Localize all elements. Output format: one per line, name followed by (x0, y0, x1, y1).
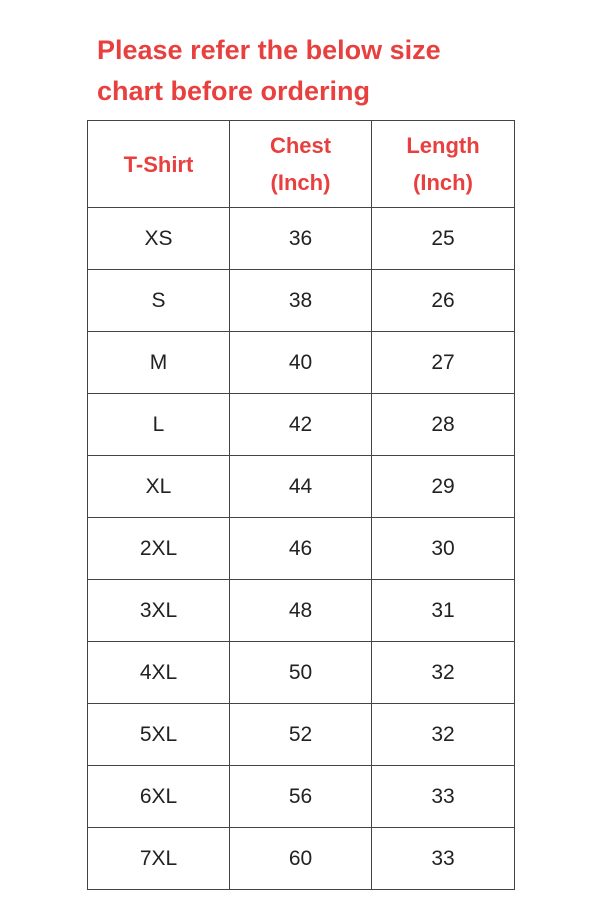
cell-size: M (88, 332, 230, 394)
cell-chest: 42 (230, 394, 372, 456)
cell-size: L (88, 394, 230, 456)
cell-length: 31 (372, 580, 515, 642)
cell-size: S (88, 270, 230, 332)
title-line-1: Please refer the below size (97, 35, 441, 65)
cell-length: 27 (372, 332, 515, 394)
header-chest-unit: (Inch) (270, 170, 331, 195)
cell-length: 30 (372, 518, 515, 580)
cell-size: XS (88, 208, 230, 270)
page-title (97, 30, 557, 112)
table-row (88, 456, 515, 518)
cell-length: 26 (372, 270, 515, 332)
header-chest (230, 121, 372, 208)
cell-chest: 50 (230, 642, 372, 704)
size-chart-table (87, 120, 515, 890)
cell-chest: 46 (230, 518, 372, 580)
cell-length: 28 (372, 394, 515, 456)
cell-size: 6XL (88, 766, 230, 828)
table-row (88, 270, 515, 332)
cell-size: 3XL (88, 580, 230, 642)
header-chest-label: Chest (269, 133, 332, 158)
table-row (88, 828, 515, 890)
cell-chest: 38 (230, 270, 372, 332)
table-row (88, 208, 515, 270)
cell-length: 33 (372, 828, 515, 890)
cell-length: 32 (372, 642, 515, 704)
cell-length: 25 (372, 208, 515, 270)
cell-chest: 60 (230, 828, 372, 890)
cell-length: 33 (372, 766, 515, 828)
cell-size: 2XL (88, 518, 230, 580)
table-row (88, 332, 515, 394)
cell-size: 5XL (88, 704, 230, 766)
header-length-unit: (Inch) (413, 170, 473, 195)
table-row (88, 580, 515, 642)
header-length-label: Length (406, 133, 480, 158)
cell-length: 29 (372, 456, 515, 518)
header-tshirt-label: T-Shirt (123, 151, 194, 177)
cell-chest: 36 (230, 208, 372, 270)
header-tshirt (88, 121, 230, 208)
table-row (88, 704, 515, 766)
table-row (88, 394, 515, 456)
table-header-row (88, 121, 515, 208)
cell-size: XL (88, 456, 230, 518)
table-row (88, 766, 515, 828)
cell-size: 4XL (88, 642, 230, 704)
title-line-2: chart before ordering (97, 76, 371, 106)
cell-chest: 44 (230, 456, 372, 518)
cell-chest: 56 (230, 766, 372, 828)
cell-chest: 48 (230, 580, 372, 642)
table-row (88, 518, 515, 580)
table-row (88, 642, 515, 704)
cell-chest: 52 (230, 704, 372, 766)
cell-length: 32 (372, 704, 515, 766)
cell-chest: 40 (230, 332, 372, 394)
cell-size: 7XL (88, 828, 230, 890)
header-length (372, 121, 515, 208)
